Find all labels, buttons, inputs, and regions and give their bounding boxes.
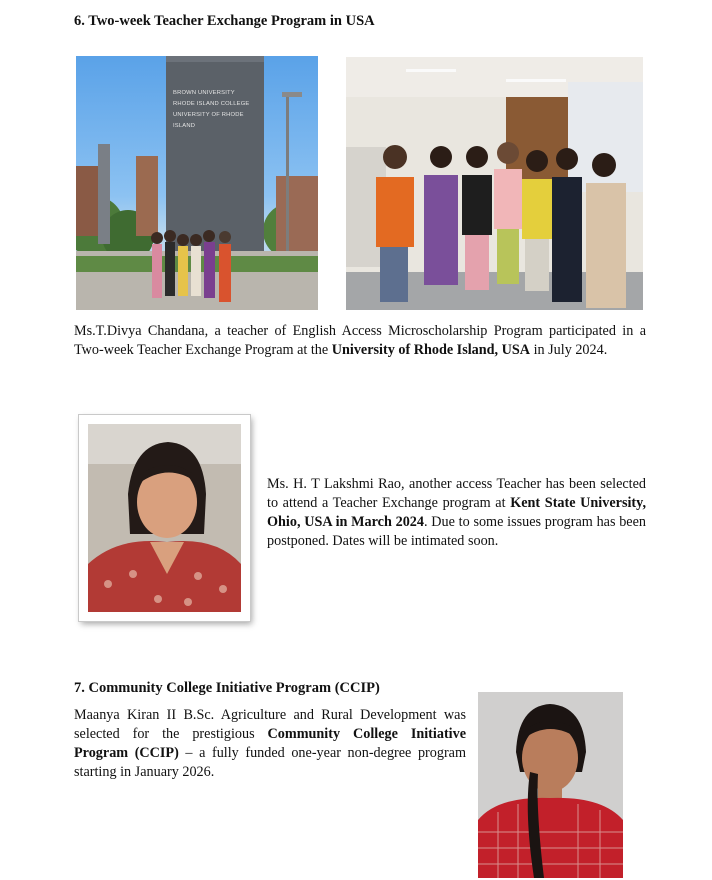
para3-bold: Community College Initiative Program (CCIP) (74, 726, 466, 761)
maanya-kiran-portrait (478, 692, 623, 878)
para1-text-a: Ms.T.Divya Chandana, a teacher of English Access Microscholarship Program participated in a Two-week Teacher Exchange Program at the (74, 323, 646, 358)
lakshmi-rao-portrait (88, 424, 241, 612)
maanya-kiran-paragraph (74, 706, 466, 782)
para2-text-a: Ms. H. T Lakshmi Rao, another access Teacher has been selected to attend a Teacher Exchange program at (267, 476, 646, 511)
sign-line-2: RHODE ISLAND COLLEGE (173, 101, 250, 107)
lakshmi-rao-photo-frame (79, 415, 250, 621)
lakshmi-rao-paragraph (267, 475, 646, 551)
sign-line-3: UNIVERSITY OF RHODE ISLAND (173, 112, 244, 129)
para3-text-a: Maanya Kiran II B.Sc. Agriculture and Rural Development was selected for the prestigious (74, 707, 466, 742)
para2-text-b: . Due to some issues program has been postponed. Dates will be intimated soon. (267, 514, 646, 549)
classroom-illustration (346, 57, 643, 310)
classroom-group-photo (346, 57, 643, 310)
section-6-heading: 6. Two-week Teacher Exchange Program in USA (74, 13, 375, 29)
para2-bold: Kent State University, Ohio, USA in March 2024 (267, 495, 646, 530)
divya-chandana-paragraph (74, 322, 646, 360)
campus-sign-group-photo (76, 56, 318, 310)
sign-line-1: BROWN UNIVERSITY (173, 90, 235, 96)
para3-text-b: – a fully funded one-year non-degree program starting in January 2026. (74, 745, 467, 780)
para1-text-b: in July 2024. (530, 342, 608, 358)
section-7-heading: 7. Community College Initiative Program (CCIP) (74, 680, 380, 696)
para1-bold: University of Rhode Island, USA (331, 342, 531, 358)
